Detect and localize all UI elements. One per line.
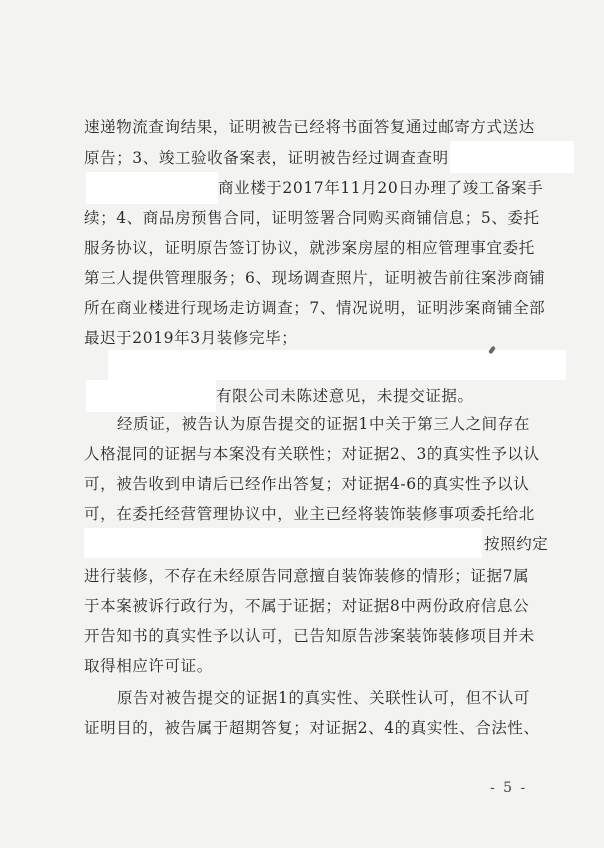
- text-line: 原告对被告提交的证据1的真实性、关联性认可，但不认可: [117, 689, 530, 707]
- redaction-block: [86, 380, 216, 412]
- text-line: 商业楼于2017年11月20日办理了竣工备案手: [218, 179, 544, 197]
- text-line: 取得相应许可证。: [84, 657, 213, 675]
- text-line: 所在商业楼进行现场走访调查；7、情况说明，证明涉案商铺全部: [84, 299, 546, 317]
- redaction-block: [108, 350, 566, 380]
- text-line: 可，在委托经营管理协议中，业主已经将装饰装修事项委托给北: [84, 505, 535, 523]
- text-line: 经质证，被告认为原告提交的证据1中关于第三人之间存在: [117, 415, 530, 433]
- text-line: 证明目的，被告属于超期答复；对证据2、4的真实性、合法性、: [84, 719, 540, 737]
- text-line: 服务协议，证明原告签订协议，就涉案房屋的相应管理事宜委托: [84, 239, 535, 257]
- text-line: 续；4、商品房预售合同，证明签署合同购买商铺信息；5、委托: [84, 209, 540, 227]
- page-number: - 5 -: [490, 780, 528, 796]
- redaction-block: [450, 141, 574, 173]
- text-line: 速递物流查询结果，证明被告已经将书面答复通过邮寄方式送达: [84, 118, 535, 136]
- text-line: 原告；3、竣工验收备案表，证明被告经过调查查明: [84, 149, 449, 167]
- text-line: 开告知书的真实性予以认可，已告知原告涉案装饰装修项目并未: [84, 627, 535, 645]
- text-line: 可，被告收到申请后已经作出答复；对证据4-6的真实性予以认: [84, 475, 530, 493]
- redaction-block: [86, 172, 218, 204]
- text-line: 有限公司未陈述意见，未提交证据。: [216, 387, 474, 405]
- text-line: 第三人提供管理服务；6、现场调查照片，证明被告前往案涉商铺: [84, 269, 546, 287]
- text-line: 于本案被诉行政行为，不属于证据；对证据8中两份政府信息公: [84, 597, 530, 615]
- redaction-block: [84, 528, 482, 558]
- text-line: 最迟于2019年3月装修完毕；: [84, 329, 298, 347]
- text-line: 进行装修，不存在未经原告同意擅自装饰装修的情形；证据7属: [84, 567, 530, 585]
- text-line: 人格混同的证据与本案没有关联性；对证据2、3的真实性予以认: [84, 445, 540, 463]
- text-line: 按照约定: [484, 535, 549, 553]
